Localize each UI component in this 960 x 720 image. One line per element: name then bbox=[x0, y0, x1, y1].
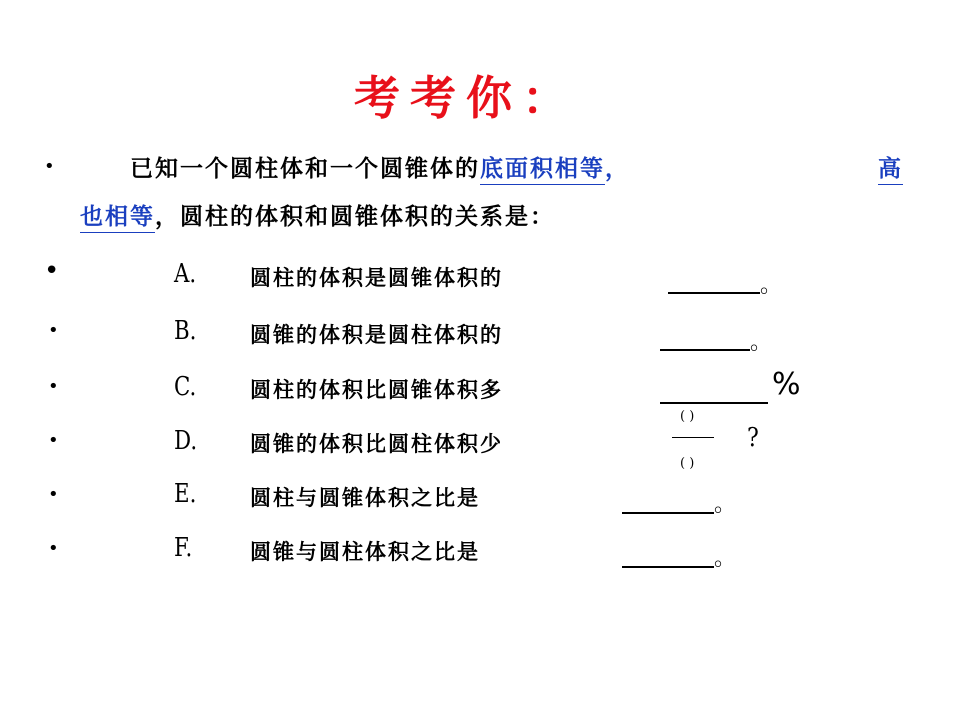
bullet-c: • bbox=[48, 376, 59, 397]
highlight-height-equal: 也相等 bbox=[80, 198, 155, 233]
slide-title: 考考你： bbox=[354, 71, 578, 125]
highlight-base-area-equal: 底面积相等 bbox=[480, 150, 605, 185]
option-f-suffix: 。 bbox=[714, 546, 737, 571]
bullet-e: • bbox=[48, 484, 59, 505]
intro-text-2: ，圆柱的体积和圆锥体积的关系是： bbox=[155, 204, 555, 230]
option-e-blank[interactable] bbox=[622, 512, 714, 514]
intro-line-1 bbox=[130, 150, 630, 185]
option-c-letter: C. bbox=[174, 372, 197, 402]
intro-high-char bbox=[878, 150, 903, 185]
bullet-f: • bbox=[48, 538, 59, 559]
highlight-height-start: 高 bbox=[878, 150, 903, 185]
option-c-suffix: % bbox=[772, 367, 801, 402]
bullet-d: • bbox=[48, 430, 59, 451]
option-b-blank[interactable] bbox=[660, 349, 750, 351]
option-d-letter: D. bbox=[174, 426, 198, 456]
intro-text-1: 已知一个圆柱体和一个圆锥体的 bbox=[130, 156, 480, 182]
option-b-letter: B. bbox=[174, 316, 197, 346]
bullet-intro: • bbox=[44, 156, 55, 177]
option-a-blank[interactable] bbox=[668, 292, 760, 294]
option-a-suffix: 。 bbox=[760, 273, 783, 298]
option-d-fraction-denominator: ( ) bbox=[680, 456, 695, 471]
intro-sep: ， bbox=[605, 156, 630, 182]
intro-line-2 bbox=[80, 198, 555, 233]
bullet-b: • bbox=[48, 320, 59, 341]
option-f-blank[interactable] bbox=[622, 566, 714, 568]
option-a-text: 圆柱的体积是圆锥体积的 bbox=[250, 266, 503, 290]
option-c-blank[interactable] bbox=[660, 402, 768, 404]
option-b-suffix: 。 bbox=[750, 330, 773, 355]
option-e-text: 圆柱与圆锥体积之比是 bbox=[250, 486, 480, 510]
option-b-text: 圆锥的体积是圆柱体积的 bbox=[250, 323, 503, 347]
option-d-fraction-bar bbox=[672, 437, 714, 438]
option-e-letter: E. bbox=[174, 479, 197, 509]
option-d-text: 圆锥的体积比圆柱体积少 bbox=[250, 432, 503, 456]
option-c-text: 圆柱的体积比圆锥体积多 bbox=[250, 378, 503, 402]
option-f-letter: F. bbox=[174, 533, 193, 563]
option-e-suffix: 。 bbox=[714, 492, 737, 517]
option-a-letter: A. bbox=[174, 259, 197, 289]
option-d-fraction-numerator: ( ) bbox=[680, 409, 695, 424]
bullet-a: • bbox=[44, 256, 60, 286]
option-d-suffix: ? bbox=[747, 423, 759, 453]
option-f-text: 圆锥与圆柱体积之比是 bbox=[250, 540, 480, 564]
